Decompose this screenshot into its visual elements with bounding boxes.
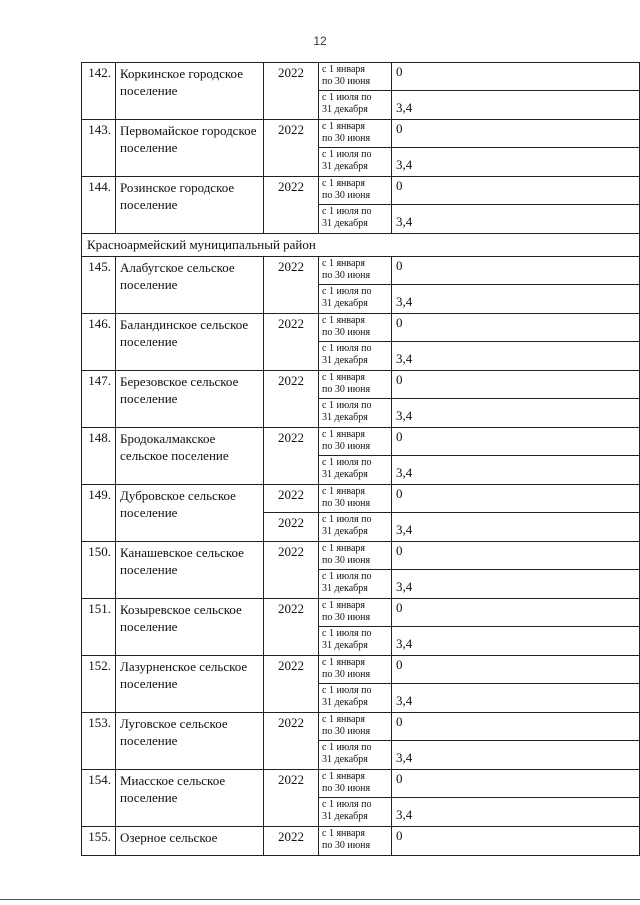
period-second-half: с 1 июля по 31 декабря xyxy=(319,342,392,371)
year: 2022 xyxy=(264,599,319,656)
rates-table xyxy=(81,62,640,856)
period-first-half: с 1 января по 30 июня xyxy=(319,428,392,456)
row-number: 149. xyxy=(82,485,116,542)
year: 2022 xyxy=(264,314,319,371)
settlement-name: Лазурненское сельское поселение xyxy=(116,656,264,713)
rate-second-half: 3,4 xyxy=(392,684,640,713)
rate-first-half: 0 xyxy=(392,485,640,513)
period-second-half: с 1 июля по 31 декабря xyxy=(319,513,392,542)
rate-second-half: 3,4 xyxy=(392,513,640,542)
period-second-half: с 1 июля по 31 декабря xyxy=(319,456,392,485)
period-first-half: с 1 января по 30 июня xyxy=(319,542,392,570)
period-second-half: с 1 июля по 31 декабря xyxy=(319,285,392,314)
row-number: 143. xyxy=(82,120,116,177)
period-second-half: с 1 июля по 31 декабря xyxy=(319,741,392,770)
year: 2022 xyxy=(264,120,319,177)
rate-first-half: 0 xyxy=(392,827,640,856)
table-row xyxy=(82,63,640,91)
settlement-name: Канашевское сельское поселение xyxy=(116,542,264,599)
page-number: 12 xyxy=(313,34,327,48)
year: 2022 xyxy=(264,713,319,770)
rate-second-half: 3,4 xyxy=(392,399,640,428)
period-second-half: с 1 июля по 31 декабря xyxy=(319,399,392,428)
settlement-name: Березовское сельское поселение xyxy=(116,371,264,428)
table-group-b xyxy=(82,257,640,827)
year: 2022 xyxy=(264,257,319,314)
section-header-group xyxy=(82,234,640,257)
table-row xyxy=(82,177,640,205)
period-first-half: с 1 января по 30 июня xyxy=(319,63,392,91)
settlement-name: Коркинское городское поселение xyxy=(116,63,264,120)
settlement-name: Озерное сельское xyxy=(116,827,264,856)
rate-first-half: 0 xyxy=(392,428,640,456)
rate-first-half: 0 xyxy=(392,63,640,91)
section-header: Красноармейский муниципальный район xyxy=(82,234,640,257)
row-number: 152. xyxy=(82,656,116,713)
settlement-name: Дубровское сельское поселение xyxy=(116,485,264,542)
table-row xyxy=(82,371,640,399)
row-number: 144. xyxy=(82,177,116,234)
rate-first-half: 0 xyxy=(392,599,640,627)
table-row xyxy=(82,257,640,285)
rate-first-half: 0 xyxy=(392,656,640,684)
settlement-name: Алабугское сельское поселение xyxy=(116,257,264,314)
period-first-half: с 1 января по 30 июня xyxy=(319,371,392,399)
table-row xyxy=(82,120,640,148)
rate-first-half: 0 xyxy=(392,713,640,741)
rate-first-half: 0 xyxy=(392,177,640,205)
row-number: 151. xyxy=(82,599,116,656)
period-second-half: с 1 июля по 31 декабря xyxy=(319,91,392,120)
year: 2022 xyxy=(264,371,319,428)
rate-second-half: 3,4 xyxy=(392,570,640,599)
period-second-half: с 1 июля по 31 декабря xyxy=(319,627,392,656)
row-number: 154. xyxy=(82,770,116,827)
period-second-half: с 1 июля по 31 декабря xyxy=(319,684,392,713)
year: 2022 xyxy=(264,542,319,599)
year: 2022 xyxy=(264,177,319,234)
year: 2022 xyxy=(264,656,319,713)
settlement-name: Козыревское сельское поселение xyxy=(116,599,264,656)
row-number: 155. xyxy=(82,827,116,856)
period-second-half: с 1 июля по 31 декабря xyxy=(319,148,392,177)
table-row xyxy=(82,314,640,342)
year: 2022 xyxy=(264,513,319,542)
table-row xyxy=(82,428,640,456)
settlement-name: Миасское сельское поселение xyxy=(116,770,264,827)
row-number: 150. xyxy=(82,542,116,599)
table-row xyxy=(82,770,640,798)
year: 2022 xyxy=(264,428,319,485)
row-number: 147. xyxy=(82,371,116,428)
period-first-half: с 1 января по 30 июня xyxy=(319,770,392,798)
row-number: 146. xyxy=(82,314,116,371)
period-second-half: с 1 июля по 31 декабря xyxy=(319,798,392,827)
period-first-half: с 1 января по 30 июня xyxy=(319,485,392,513)
table-row xyxy=(82,599,640,627)
table-row xyxy=(82,656,640,684)
rate-second-half: 3,4 xyxy=(392,91,640,120)
rate-second-half: 3,4 xyxy=(392,205,640,234)
table-group-a xyxy=(82,63,640,234)
rate-first-half: 0 xyxy=(392,120,640,148)
period-first-half: с 1 января по 30 июня xyxy=(319,257,392,285)
year: 2022 xyxy=(264,63,319,120)
period-first-half: с 1 января по 30 июня xyxy=(319,177,392,205)
rate-second-half: 3,4 xyxy=(392,148,640,177)
period-first-half: с 1 января по 30 июня xyxy=(319,656,392,684)
table-row xyxy=(82,485,640,513)
rate-first-half: 0 xyxy=(392,257,640,285)
row-number: 145. xyxy=(82,257,116,314)
rate-second-half: 3,4 xyxy=(392,627,640,656)
rate-first-half: 0 xyxy=(392,770,640,798)
table-row xyxy=(82,542,640,570)
year: 2022 xyxy=(264,485,319,513)
rate-first-half: 0 xyxy=(392,542,640,570)
rate-second-half: 3,4 xyxy=(392,456,640,485)
settlement-name: Первомайское городское поселение xyxy=(116,120,264,177)
rate-second-half: 3,4 xyxy=(392,285,640,314)
row-number: 153. xyxy=(82,713,116,770)
rate-first-half: 0 xyxy=(392,314,640,342)
rate-second-half: 3,4 xyxy=(392,741,640,770)
settlement-name: Луговское сельское поселение xyxy=(116,713,264,770)
page-bottom-rule xyxy=(0,899,640,900)
settlement-name: Розинское городское поселение xyxy=(116,177,264,234)
period-first-half: с 1 января по 30 июня xyxy=(319,599,392,627)
table-last-row-group xyxy=(82,827,640,856)
year: 2022 xyxy=(264,827,319,856)
rate-second-half: 3,4 xyxy=(392,798,640,827)
period-second-half: с 1 июля по 31 декабря xyxy=(319,570,392,599)
year: 2022 xyxy=(264,770,319,827)
rate-second-half: 3,4 xyxy=(392,342,640,371)
settlement-name: Баландинское сельское поселение xyxy=(116,314,264,371)
rate-first-half: 0 xyxy=(392,371,640,399)
period-first-half: с 1 января по 30 июня xyxy=(319,120,392,148)
period-first-half: с 1 января по 30 июня xyxy=(319,713,392,741)
table-row xyxy=(82,713,640,741)
period-second-half: с 1 июля по 31 декабря xyxy=(319,205,392,234)
row-number: 142. xyxy=(82,63,116,120)
period-first-half: с 1 января по 30 июня xyxy=(319,827,392,856)
period-first-half: с 1 января по 30 июня xyxy=(319,314,392,342)
row-number: 148. xyxy=(82,428,116,485)
settlement-name: Бродокалмакское сельское поселение xyxy=(116,428,264,485)
